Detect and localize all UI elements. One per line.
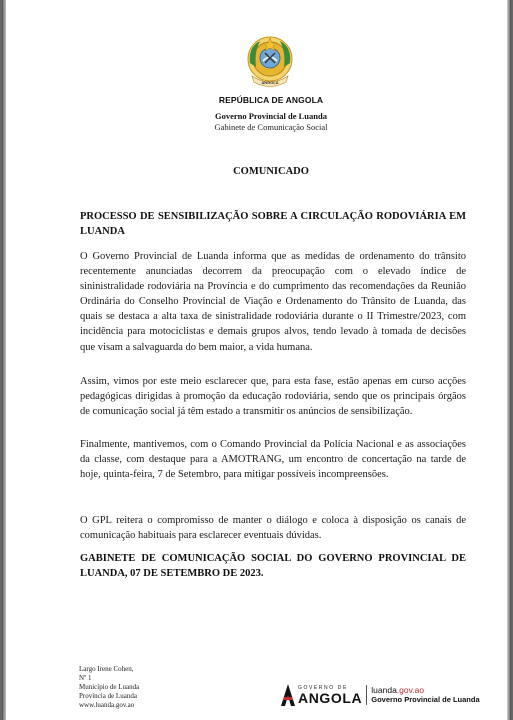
brand-url-main: luanda	[371, 684, 397, 695]
body-paragraph: O GPL reitera o compromisso de manter o diálogo e coloca à disposição os canais de comunicação habituais para esclarecer eventuais dúvidas.	[80, 515, 466, 542]
republic-title: REPÚBLICA DE ANGOLA	[218, 95, 324, 105]
document-page	[3, 0, 510, 720]
brand-right-block	[371, 686, 479, 704]
brand-divider	[366, 685, 367, 705]
address-line: Município de Luanda	[79, 682, 140, 691]
signature-block: GABINETE DE COMUNICAÇÃO SOCIAL DO GOVERNO PROVINCIAL DE LUANDA, 07 DE SETEMBRO DE 2023.	[80, 553, 466, 579]
address-line: Nº 1	[79, 673, 92, 682]
address-line: Província de Luanda	[79, 691, 137, 700]
angola-a-logo-icon	[280, 683, 296, 707]
brand-url-suffix: .gov.ao	[396, 684, 425, 695]
brand-wordmark	[298, 686, 362, 705]
document-type-heading: COMUNICADO	[233, 166, 309, 177]
brand-big-text: ANGOLA	[298, 689, 363, 706]
body-paragraph: O Governo Provincial de Luanda informa que as medidas de ordenamento do trânsito recentemente anunciadas decorrem da preocupação com o elevado índice de sininistralidade rodoviária na Província e do cumprimento das recomendações da Reunião Ordinária do Conselho Provincial de Viação e Ordenamento do Trânsito de Luanda, das quais se destaca a alta taxa de sinistralidade rodoviária durante o II Trimestre/2023, com incidência para motociclistas e demais grupos alvos, tendo levado à tomada de decisões que visam a salvaguarda do bem maior, a vida humana.	[80, 251, 466, 353]
brand-small-text: GOVERNO DE	[298, 684, 348, 691]
government-name: Governo Provincial de Luanda	[214, 111, 327, 121]
office-name: Gabinete de Comunicação Social	[214, 122, 328, 132]
address-website: www.luanda.gov.ao	[79, 700, 135, 709]
footer-address	[79, 665, 199, 710]
address-line: Largo Irene Cohen,	[79, 665, 134, 673]
body-paragraph: Assim, vimos por este meio esclarecer que, para esta fase, estão apenas em curso acções pedagógicas dirigidas à promoção da educação rodoviária, sendo que os principais órgãos de comunicação social já têm estado a transmitir os anúncios de sensibilização.	[80, 376, 466, 418]
brand-government-name: Governo Provincial de Luanda	[371, 694, 480, 704]
page-edge-left	[3, 0, 6, 720]
page-edge-right	[507, 0, 510, 720]
body-paragraph: Finalmente, mantivemos, com o Comando Provincial da Polícia Nacional e as associações da classe, com destaque para a AMOTRANG, um encontro de concertação na tarde de hoje, quinta-feira, 7 de Setembro, para mitigar possíveis incompreensões.	[80, 439, 466, 481]
angola-coat-of-arms-icon	[242, 33, 298, 93]
footer-brand-logo	[280, 682, 480, 708]
emblem-ribbon-label: ANGOLA	[261, 80, 279, 85]
document-subject: PROCESSO DE SENSIBILIZAÇÃO SOBRE A CIRCULAÇÃO RODOVIÁRIA EM LUANDA	[80, 211, 466, 237]
